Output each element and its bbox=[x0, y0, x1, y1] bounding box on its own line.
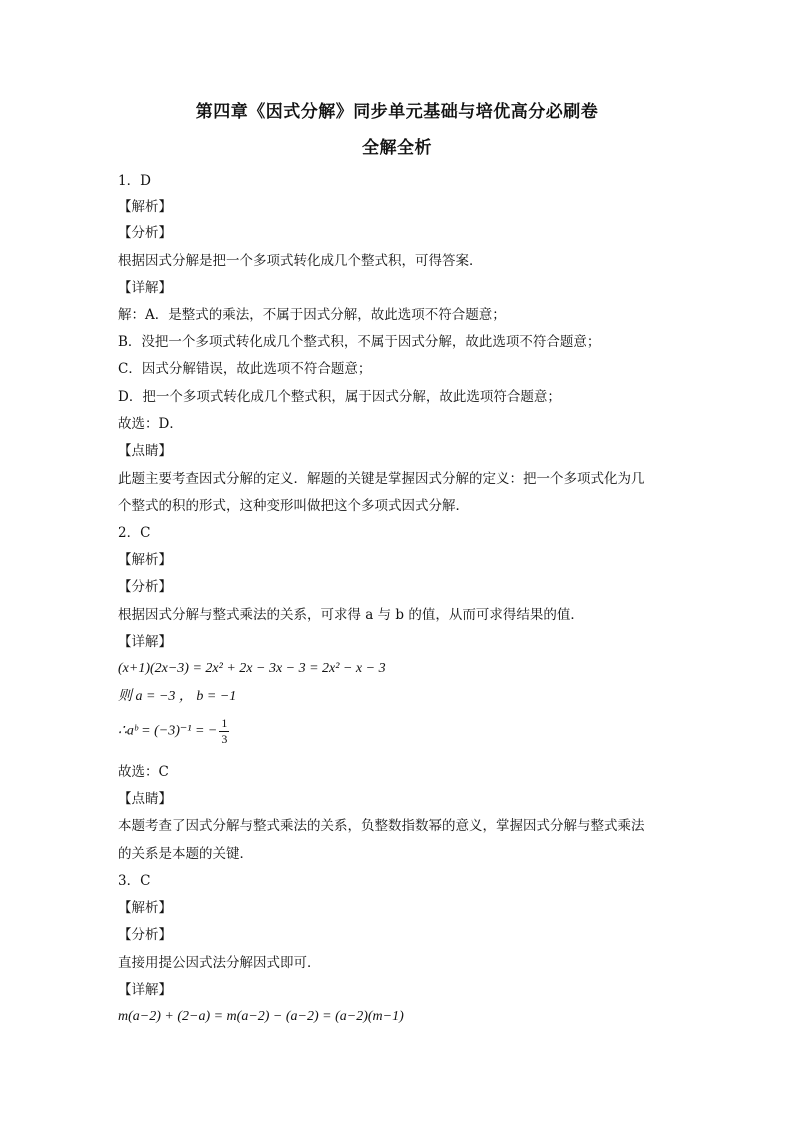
q3-fenxi-label: 【分析】 bbox=[118, 927, 172, 943]
q2-equation-3-lhs: ∴aᵇ = (−3)⁻¹ = − bbox=[118, 723, 218, 739]
q2-fraction bbox=[219, 716, 229, 747]
q2-fraction-denominator: 3 bbox=[221, 732, 228, 746]
document-subtitle: 全解全析 bbox=[362, 138, 432, 158]
q1-detail-3: C．因式分解错误，故此选项不符合题意； bbox=[118, 361, 372, 377]
q2-equation-1: (x+1)(2x−3) = 2x² + 2x − 3x − 3 = 2x² − x − 3 bbox=[118, 661, 386, 676]
q2-equation-3 bbox=[118, 716, 229, 747]
q2-analysis: 根据因式分解与整式乘法的关系，可求得 a 与 b 的值，从而可求得结果的值． bbox=[118, 607, 584, 623]
q1-dianjing-label: 【点睛】 bbox=[118, 443, 172, 459]
q2-xiangjie-label: 【详解】 bbox=[118, 634, 172, 650]
q2-fraction-numerator: 1 bbox=[221, 716, 228, 730]
q3-answer: 3．C bbox=[118, 873, 151, 889]
q1-jiexi-label: 【解析】 bbox=[118, 199, 172, 215]
q1-comment-2: 个整式的积的形式，这种变形叫做把这个多项式因式分解． bbox=[118, 498, 469, 514]
q2-dianjing-label: 【点睛】 bbox=[118, 791, 172, 807]
document-title: 第四章《因式分解》同步单元基础与培优高分必刷卷 bbox=[195, 102, 599, 122]
q2-comment-2: 的关系是本题的关键． bbox=[118, 846, 253, 862]
q3-jiexi-label: 【解析】 bbox=[118, 900, 172, 916]
q1-comment-1: 此题主要考查因式分解的定义．解题的关键是掌握因式分解的定义：把一个多项式化为几 bbox=[118, 471, 645, 487]
q1-choice: 故选：D． bbox=[118, 416, 183, 432]
q3-equation-1: m(a−2) + (2−a) = m(a−2) − (a−2) = (a−2)(m−1) bbox=[118, 1009, 404, 1024]
q1-fenxi-label: 【分析】 bbox=[118, 225, 172, 241]
q3-analysis: 直接用提公因式法分解因式即可． bbox=[118, 955, 321, 971]
q2-comment-1: 本题考查了因式分解与整式乘法的关系，负整数指数幂的意义，掌握因式分解与整式乘法 bbox=[118, 818, 645, 834]
q2-jiexi-label: 【解析】 bbox=[118, 552, 172, 568]
q1-detail-1: 解：A．是整式的乘法，不属于因式分解，故此选项不符合题意； bbox=[118, 307, 506, 323]
q1-detail-2: B．没把一个多项式转化成几个整式积，不属于因式分解，故此选项不符合题意； bbox=[118, 334, 601, 350]
q2-choice: 故选：C bbox=[118, 764, 169, 780]
q1-answer: 1．D bbox=[118, 173, 151, 189]
q1-xiangjie-label: 【详解】 bbox=[118, 280, 172, 296]
q1-analysis: 根据因式分解是把一个多项式转化成几个整式积，可得答案． bbox=[118, 253, 483, 269]
q1-detail-4: D．把一个多项式转化成几个整式积，属于因式分解，故此选项符合题意； bbox=[118, 389, 561, 405]
q3-xiangjie-label: 【详解】 bbox=[118, 982, 172, 998]
q2-equation-2: 则 a = −3 ， b = −1 bbox=[118, 689, 237, 704]
q2-answer: 2．C bbox=[118, 525, 151, 541]
q2-fenxi-label: 【分析】 bbox=[118, 579, 172, 595]
